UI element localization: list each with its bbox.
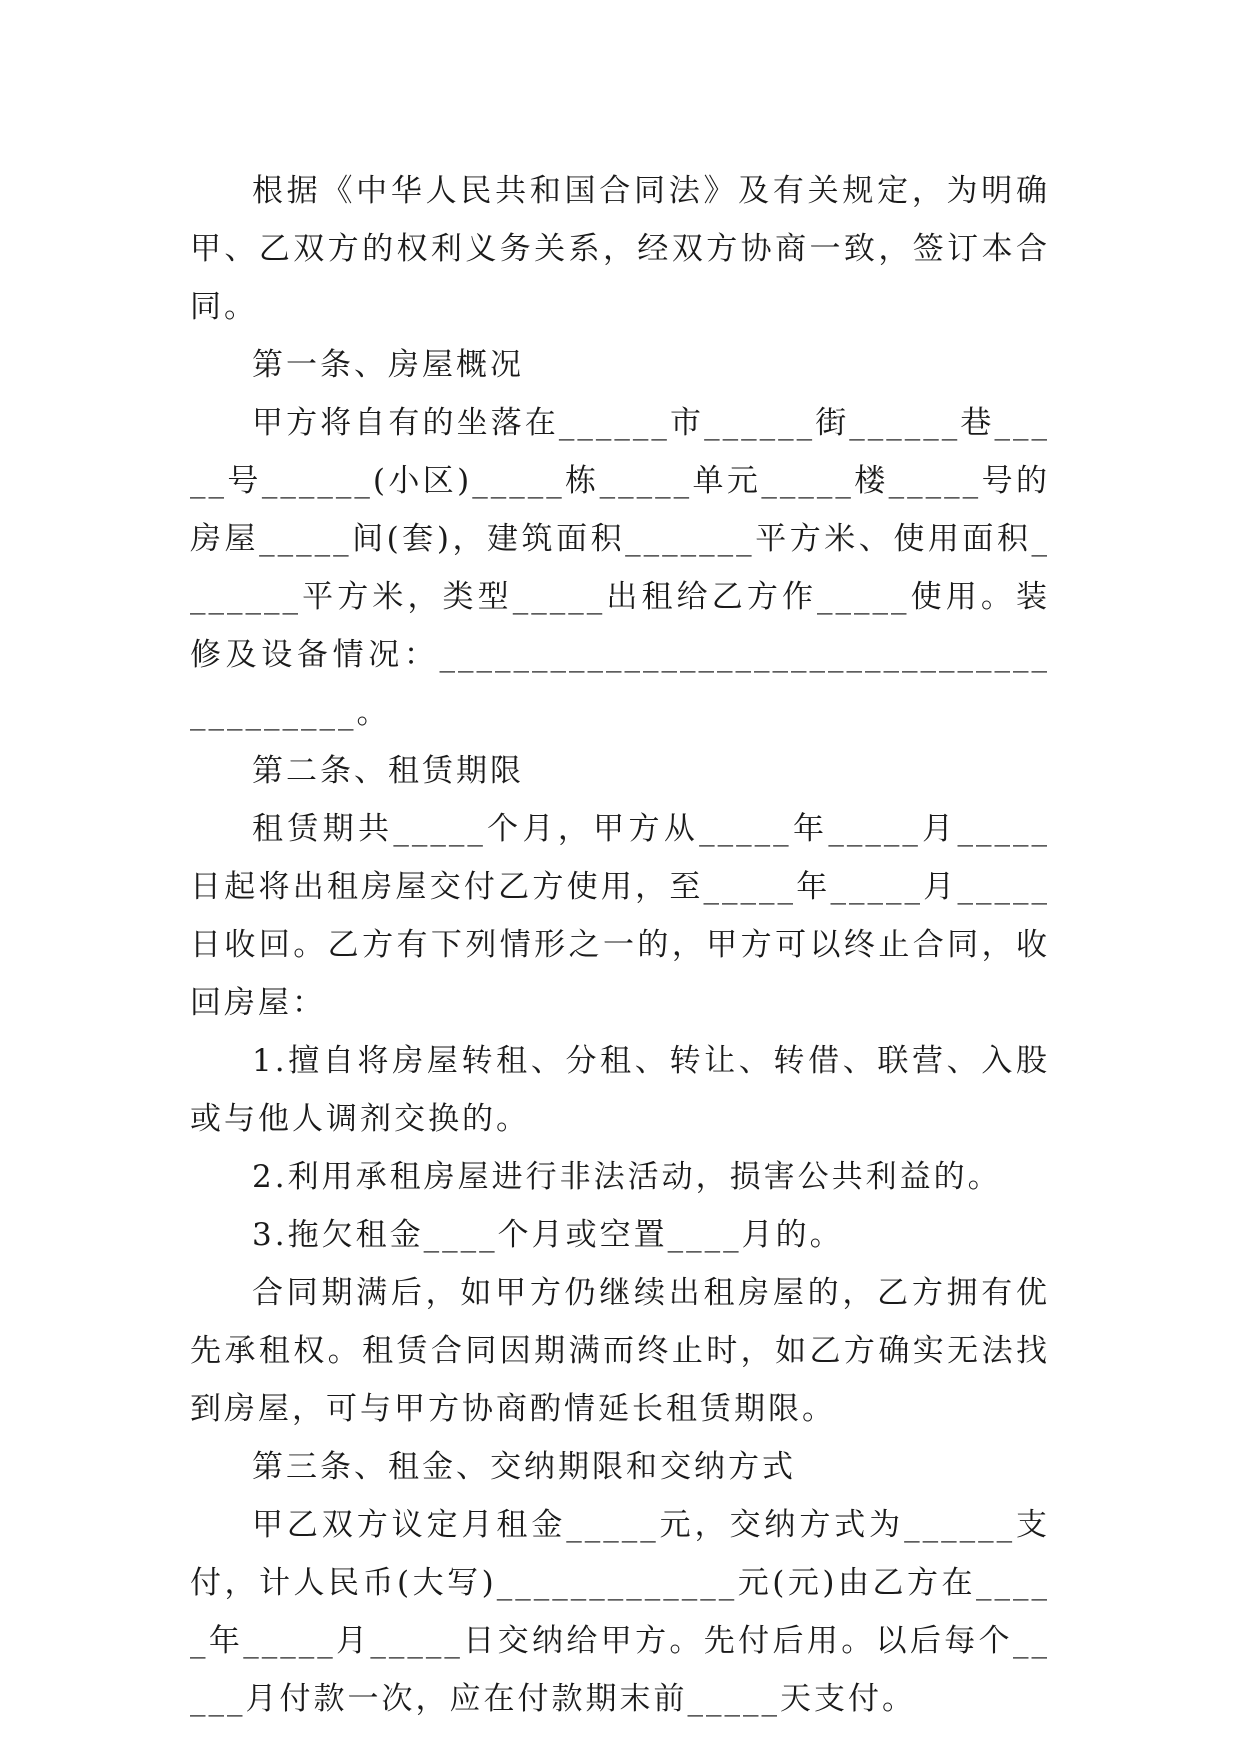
paragraph-renewal: 合同期满后，如甲方仍继续出租房屋的，乙方拥有优先承租权。租赁合同因期满而终止时，如乙方确实无法找到房屋，可与甲方协商酌情延长租赁期限。 (190, 1275, 1050, 1427)
paragraph-lease-term: 租赁期共_____个月，甲方从_____年_____月_____日起将出租房屋交付乙方使用，至_____年_____月_____日收回。乙方有下列情形之一的，甲方可以终止合同，收回房屋： (190, 811, 1050, 1021)
document-body (190, 162, 1050, 1728)
paragraph-preamble: 根据《中华人民共和国合同法》及有关规定，为明确甲、乙双方的权利义务关系，经双方协商一致，签订本合同。 (190, 173, 1050, 325)
heading-article-3: 第三条、租金、交纳期限和交纳方式 (252, 1449, 796, 1485)
heading-article-1: 第一条、房屋概况 (252, 347, 524, 383)
paragraph-house-overview: 甲方将自有的坐落在______市______街______巷_____号______(小区)_____栋_____单元_____楼_____号的房屋_____间(套)，建筑面积_______平方米、使用面积_______平方米，类型_____出租给乙方作_____使用。装修及设备情况：__________________________________________。 (190, 405, 1050, 731)
list-item-2: 2.利用承租房屋进行非法活动，损害公共利益的。 (252, 1159, 1002, 1195)
heading-article-2: 第二条、租赁期限 (252, 753, 524, 789)
list-item-1: 1.擅自将房屋转租、分租、转让、转借、联营、入股或与他人调剂交换的。 (190, 1043, 1050, 1137)
list-item-3: 3.拖欠租金____个月或空置____月的。 (252, 1217, 844, 1253)
paragraph-rent-payment: 甲乙双方议定月租金_____元，交纳方式为______支付，计人民币(大写)_____________元(元)由乙方在_____年_____月_____日交纳给甲方。先付后用。以后每个_____月付款一次，应在付款期末前_____天支付。 (190, 1507, 1050, 1717)
